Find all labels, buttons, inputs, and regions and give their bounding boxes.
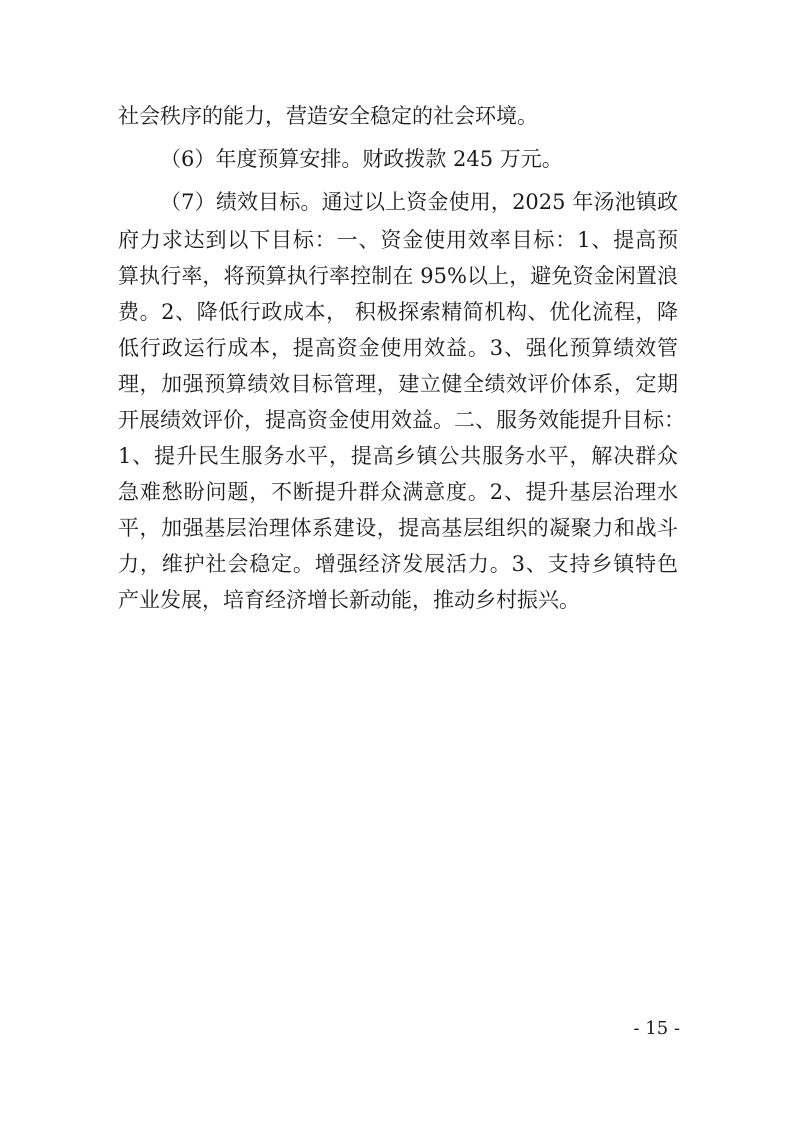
text-line: （7）绩效目标。通过以上资金使用，2025 年汤池镇政 — [160, 190, 678, 214]
page-number: - 15 - — [633, 1018, 680, 1039]
text-line: 急难愁盼问题，不断提升群众满意度。2、提升基层治理水 — [118, 480, 678, 504]
text-line: 低行政运行成本，提高资金使用效益。3、强化预算绩效管 — [118, 336, 678, 360]
text-line: 产业发展，培育经济增长新动能，推动乡村振兴。 — [118, 588, 580, 612]
text-line: 1、提升民生服务水平，提高乡镇公共服务水平，解决群众 — [118, 444, 678, 468]
text-line: （6）年度预算安排。财政拨款 245 万元。 — [160, 147, 563, 171]
text-line: 力，维护社会稳定。增强经济发展活力。3、支持乡镇特色 — [118, 552, 678, 576]
text-line: 开展绩效评价，提高资金使用效益。二、服务效能提升目标： — [118, 408, 685, 432]
text-line: 平，加强基层治理体系建设，提高基层组织的凝聚力和战斗 — [118, 516, 678, 540]
text-line: 费。2、降低行政成本， 积极探索精简机构、优化流程，降 — [118, 300, 678, 324]
text-line: 算执行率，将预算执行率控制在 95%以上，避免资金闲置浪 — [118, 264, 678, 288]
text-line: 府力求达到以下目标：一、资金使用效率目标：1、提高预 — [118, 228, 678, 252]
text-line: 社会秩序的能力，营造安全稳定的社会环境。 — [118, 104, 538, 128]
text-line: 理，加强预算绩效目标管理，建立健全绩效评价体系，定期 — [118, 372, 678, 396]
